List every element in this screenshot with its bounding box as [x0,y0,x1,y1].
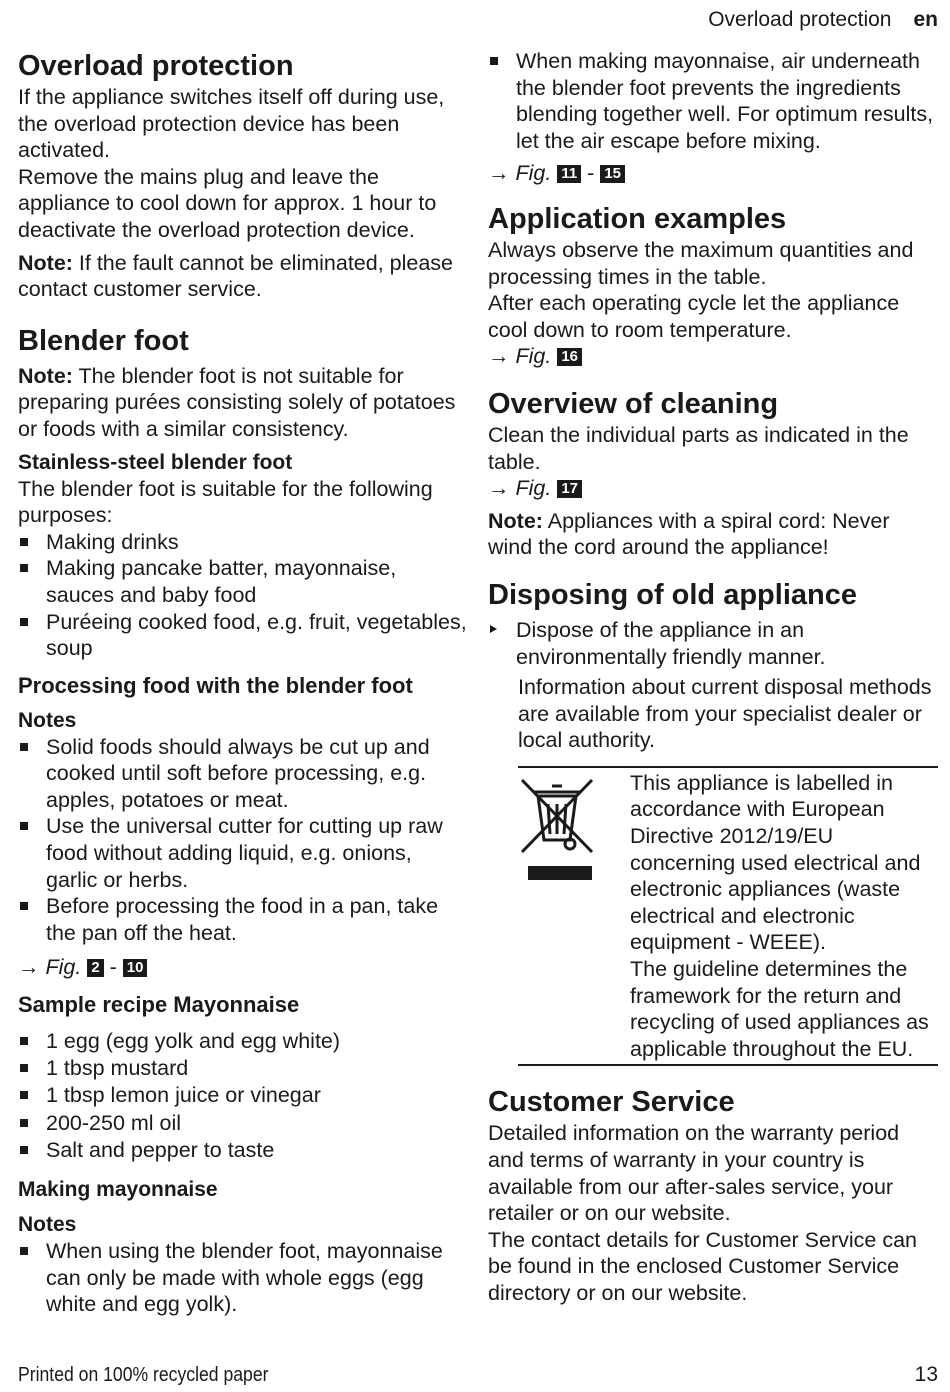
ingredients-list [18,1028,468,1164]
fig-dash: - [587,161,595,186]
crossed-out-wheelie-bin-icon [518,770,630,1063]
fig-number: 2 [87,959,103,977]
footer-printed-note: Printed on 100% recycled paper [18,1364,269,1386]
customer-service-paragraph-1: Detailed information on the warranty period and terms of warranty in your country is available from our after-sales service, your retailer or on our website. [488,1121,900,1226]
list-item: Use the universal cutter for cutting up raw food without adding liquid, e.g. onions, garlic or herbs. [18,813,468,893]
heading-processing-food: Processing food with the blender foot [18,672,413,698]
note-label: Note: [488,508,543,533]
weee-paragraph-1: This appliance is labelled in accordance with European Directive 2012/19/EU concerning used electrical and electronic appliances (waste electrical and electronic equipment - WEEE). [630,770,921,955]
note-label: Note: [18,250,73,275]
heading-application-examples: Application examples [488,202,787,235]
heading-disposing: Disposing of old appliance [488,578,857,611]
weee-text [630,770,938,1063]
list-item: Making pancake batter, mayonnaise, sauces and baby food [18,555,468,608]
list-item: Dispose of the appliance in an environmentally friendly manner. [488,617,938,670]
list-item: Making drinks [18,529,468,556]
heading-customer-service: Customer Service [488,1086,735,1119]
list-item: 1 tbsp lemon juice or vinegar [18,1082,468,1109]
fig-label: Fig. [515,161,552,186]
notes-label: Notes [18,708,77,732]
figure-reference [488,343,938,370]
arrow-icon: → [488,344,510,369]
right-column [488,48,938,1307]
fig-label: Fig. [515,476,552,501]
heading-stainless-steel: Stainless-steel blender foot [18,450,293,474]
cleaning-note [488,508,938,561]
note-text: If the fault cannot be eliminated, please contact customer service. [18,250,454,302]
weee-box [518,766,938,1067]
fig-number: 17 [557,480,582,498]
running-header-section: Overload protection [708,8,892,31]
heading-overload-protection: Overload protection [18,50,294,82]
note-text: The blender foot is not suitable for preparing purées consisting solely of potatoes or foods with a similar consistency. [18,363,456,441]
figure-reference [488,160,938,187]
blender-note [18,363,468,443]
list-item: Salt and pepper to taste [18,1137,468,1164]
overload-paragraph-1: If the appliance switches itself off during use, the overload protection device has been activated. [18,85,445,163]
figure-reference [488,475,938,502]
disposing-info: Information about current disposal methods are available from your specialist dealer or local authority. [518,675,932,753]
arrow-icon: → [488,161,510,186]
purposes-list [18,529,468,662]
overload-paragraph-2: Remove the mains plug and leave the appliance to cool down for approx. 1 hour to deactivate the overload protection device. [18,164,437,242]
fig-number: 15 [600,165,625,183]
running-header [708,8,938,32]
stainless-paragraph: The blender foot is suitable for the following purposes: [18,476,433,528]
making-notes-list [18,1238,468,1318]
fig-number: 16 [557,348,582,366]
customer-service-paragraph-2: The contact details for Customer Service can be found in the enclosed Customer Service directory or on our website. [488,1227,917,1305]
list-item: Before processing the food in a pan, take the pan off the heat. [18,893,468,946]
fig-number: 10 [123,959,148,977]
list-item: 1 egg (egg yolk and egg white) [18,1028,468,1055]
heading-sample-recipe: Sample recipe Mayonnaise [18,992,300,1018]
disposing-steps [488,617,938,670]
application-paragraph-2: After each operating cycle let the appliance cool down to room temperature. [488,291,900,342]
note-label: Note: [18,363,73,388]
list-item: Solid foods should always be cut up and cooked until soft before processing, e.g. apples, potatoes or meat. [18,734,468,814]
fig-label: Fig. [45,955,82,980]
list-item: 200-250 ml oil [18,1110,468,1137]
weee-paragraph-2: The guideline determines the framework for the return and recycling of used appliances as applicable throughout the EU. [630,957,929,1061]
note-text: Appliances with a spiral cord: Never wind the cord around the appliance! [488,508,890,560]
arrow-icon: → [18,955,40,980]
language-code: en [913,8,938,31]
overload-note [18,250,468,303]
continued-notes-list [488,48,938,154]
processing-notes-list [18,734,468,947]
application-paragraph-1: Always observe the maximum quantities and processing times in the table. [488,237,914,289]
list-item: 1 tbsp mustard [18,1055,468,1082]
cleaning-paragraph: Clean the individual parts as indicated in the table. [488,422,909,474]
fig-number: 11 [557,165,581,183]
heading-blender-foot: Blender foot [18,324,189,357]
list-item: Puréeing cooked food, e.g. fruit, vegetables, soup [18,609,468,662]
heading-overview-of-cleaning: Overview of cleaning [488,387,779,420]
fig-dash: - [109,955,117,980]
figure-reference [18,954,468,981]
heading-making-mayonnaise: Making mayonnaise [18,1178,218,1202]
list-item: When using the blender foot, mayonnaise can only be made with whole eggs (egg white and egg yolk). [18,1238,468,1318]
fig-label: Fig. [515,344,552,369]
notes-label: Notes [18,1213,77,1237]
left-column [18,48,468,1318]
arrow-icon: → [488,476,510,501]
page-number: 13 [914,1363,938,1386]
list-item: When making mayonnaise, air underneath the blender foot prevents the ingredients blending together well. For optimum results, let the air escape before mixing. [488,48,938,154]
